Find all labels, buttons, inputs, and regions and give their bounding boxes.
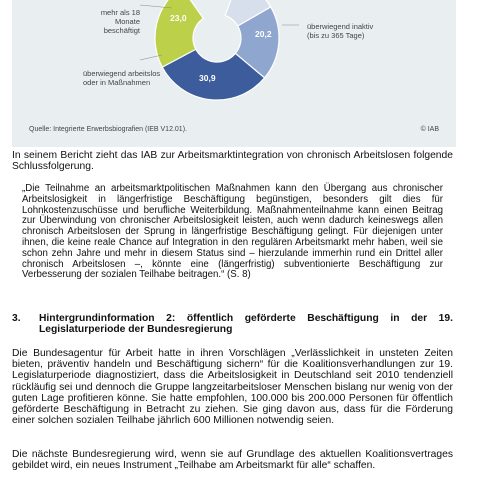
label-inactive: [307, 22, 373, 40]
donut-chart-figure: [12, 0, 456, 147]
label-line-1: überwiegend inaktiv: [307, 22, 374, 31]
body-paragraph-2: Die nächste Bundesregierung wird, wenn sie auf Grundlage des aktuellen Koalitionsvertrages gebildet wird, ein neues Instrument „Teilhabe am Arbeitsmarkt für alle“ schaffen.: [12, 449, 453, 472]
label-more-than-18-months: [88, 8, 140, 35]
label-line-2: beschäftigt: [103, 26, 140, 35]
label-line-2: (bis zu 365 Tage): [307, 31, 365, 40]
figure-copyright: © IAB: [420, 126, 439, 133]
section-title: Hintergrundinformation 2: öffentlich geförderte Beschäftigung in der 19. Legislaturperiode der Bundesregierung: [39, 313, 453, 336]
value-unemployed: 30,9: [199, 73, 216, 83]
section-number: 3.: [12, 313, 21, 324]
label-unemployed: [83, 69, 160, 87]
label-line-1: überwiegend arbeitslos: [83, 69, 161, 78]
body-paragraph-1: Die Bundesagentur für Arbeit hatte in ihren Vorschlägen „Verlässlichkeit in unsteten Zeiten bieten, präventiv handeln und Beschäftigung sichern“ für die Koalitionsverhandlungen zur 19. Legislaturperiode diagnostiziert, dass die Arbeitslosigkeit in Deutschland seit 2010 tendenziell rückläufig sei und dennoch die Gruppe langzeitarbeitsloser Menschen bislang nur wenig von der guten Lage profitieren könne. Sie hatte empfohlen, 100.000 bis 200.000 Personen für öffentlich geförderte Beschäftigung in Betracht zu ziehen. Sie ging davon aus, dass für die Förderung einer solchen sozialen Teilhabe jährlich 600 Millionen notwendig seien.: [12, 348, 453, 427]
figure-source: Quelle: Integrierte Erwerbsbiografien (IEB V12.01).: [29, 126, 187, 133]
blockquote: „Die Teilnahme an arbeitsmarktpolitischen Maßnahmen kann den Übergang aus chronischer Arbeitslosigkeit in längerfristige Beschäftigung begünstigen, besonders gilt dies für Lohnkostenzuschüsse und berufliche Weiterbildung. Maßnahmenteilnahme kann einen Beitrag zur Überwindung von chronischer Arbeitslosigkeit leisten, auch wenn dadurch keineswegs allen chronisch Arbeitslosen der Sprung in längerfristige Beschäftigung gelingt. Für diejenigen unter ihnen, die keine reale Chance auf Integration in den regulären Arbeitsmarkt mehr haben, weil sie schon zehn Jahre und mehr in diesem Status sind – hierzulande immerhin rund ein Drittel aller chronisch Arbeitslosen –, könnte eine (längerfristig) subventionierte Beschäftigung zur Verbesserung der sozialen Teilhabe beitragen.“ (S. 8): [22, 183, 443, 281]
value-inactive: 20,2: [255, 29, 272, 39]
donut-chart: [12, 0, 456, 147]
label-line-2: oder in Maßnahmen: [83, 78, 151, 87]
intro-paragraph: In seinem Bericht zieht das IAB zur Arbeitsmarktintegration von chronisch Arbeitslosen folgende Schlussfolgerung.: [12, 150, 453, 173]
label-line-1: mehr als 18 Monate: [100, 8, 140, 26]
value-employed: 23,0: [170, 13, 187, 23]
